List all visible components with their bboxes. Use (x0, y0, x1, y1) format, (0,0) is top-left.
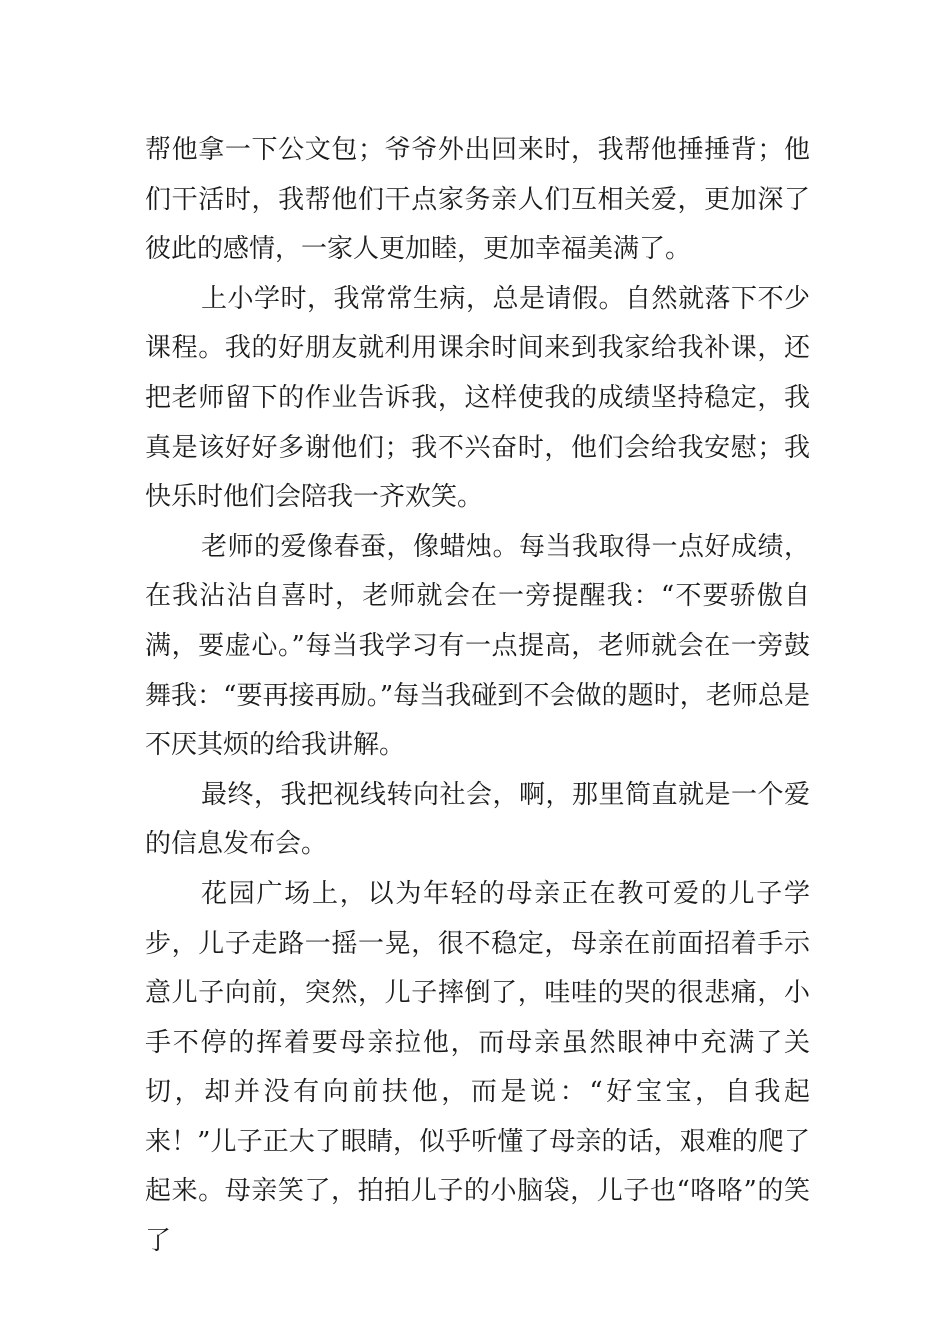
paragraph-family: 帮他拿一下公文包；爷爷外出回来时，我帮他捶捶背；他们干活时，我帮他们干点家务亲人们互相关爱，更加深了彼此的感情，一家人更加睦，更加幸福美满了。 (145, 135, 810, 265)
paragraph-garden: 花园广场上，以为年轻的母亲正在教可爱的儿子学步，儿子走路一摇一晃，很不稳定，母亲在前面招着手示意儿子向前，突然，儿子摔倒了，哇哇的哭的很悲痛，小手不停的挥着要母亲拉他，而母亲虽然眼神中充满了关切，却并没有向前扶他，而是说：“好宝宝，自我起来！”儿子正大了眼睛，似乎听懂了母亲的话，艰难的爬了起来。母亲笑了，拍拍儿子的小脑袋，儿子也“咯咯”的笑了 (145, 878, 810, 1257)
document-body (145, 126, 810, 1267)
paragraph-friends: 上小学时，我常常生病，总是请假。自然就落下不少课程。我的好朋友就利用课余时间来到我家给我补课，还把老师留下的作业告诉我，这样使我的成绩坚持稳定，我真是该好好多谢他们；我不兴奋时，他们会给我安慰；我快乐时他们会陪我一齐欢笑。 (145, 283, 810, 513)
paragraph-teacher: 老师的爱像春蚕，像蜡烛。每当我取得一点好成绩，在我沾沾自喜时，老师就会在一旁提醒我：“不要骄傲自满，要虚心。”每当我学习有一点提高，老师就会在一旁鼓舞我：“要再接再励。”每当我碰到不会做的题时，老师总是不厌其烦的给我讲解。 (145, 531, 810, 761)
paragraph-society: 最终，我把视线转向社会，啊，那里简直就是一个爱的信息发布会。 (145, 779, 810, 860)
